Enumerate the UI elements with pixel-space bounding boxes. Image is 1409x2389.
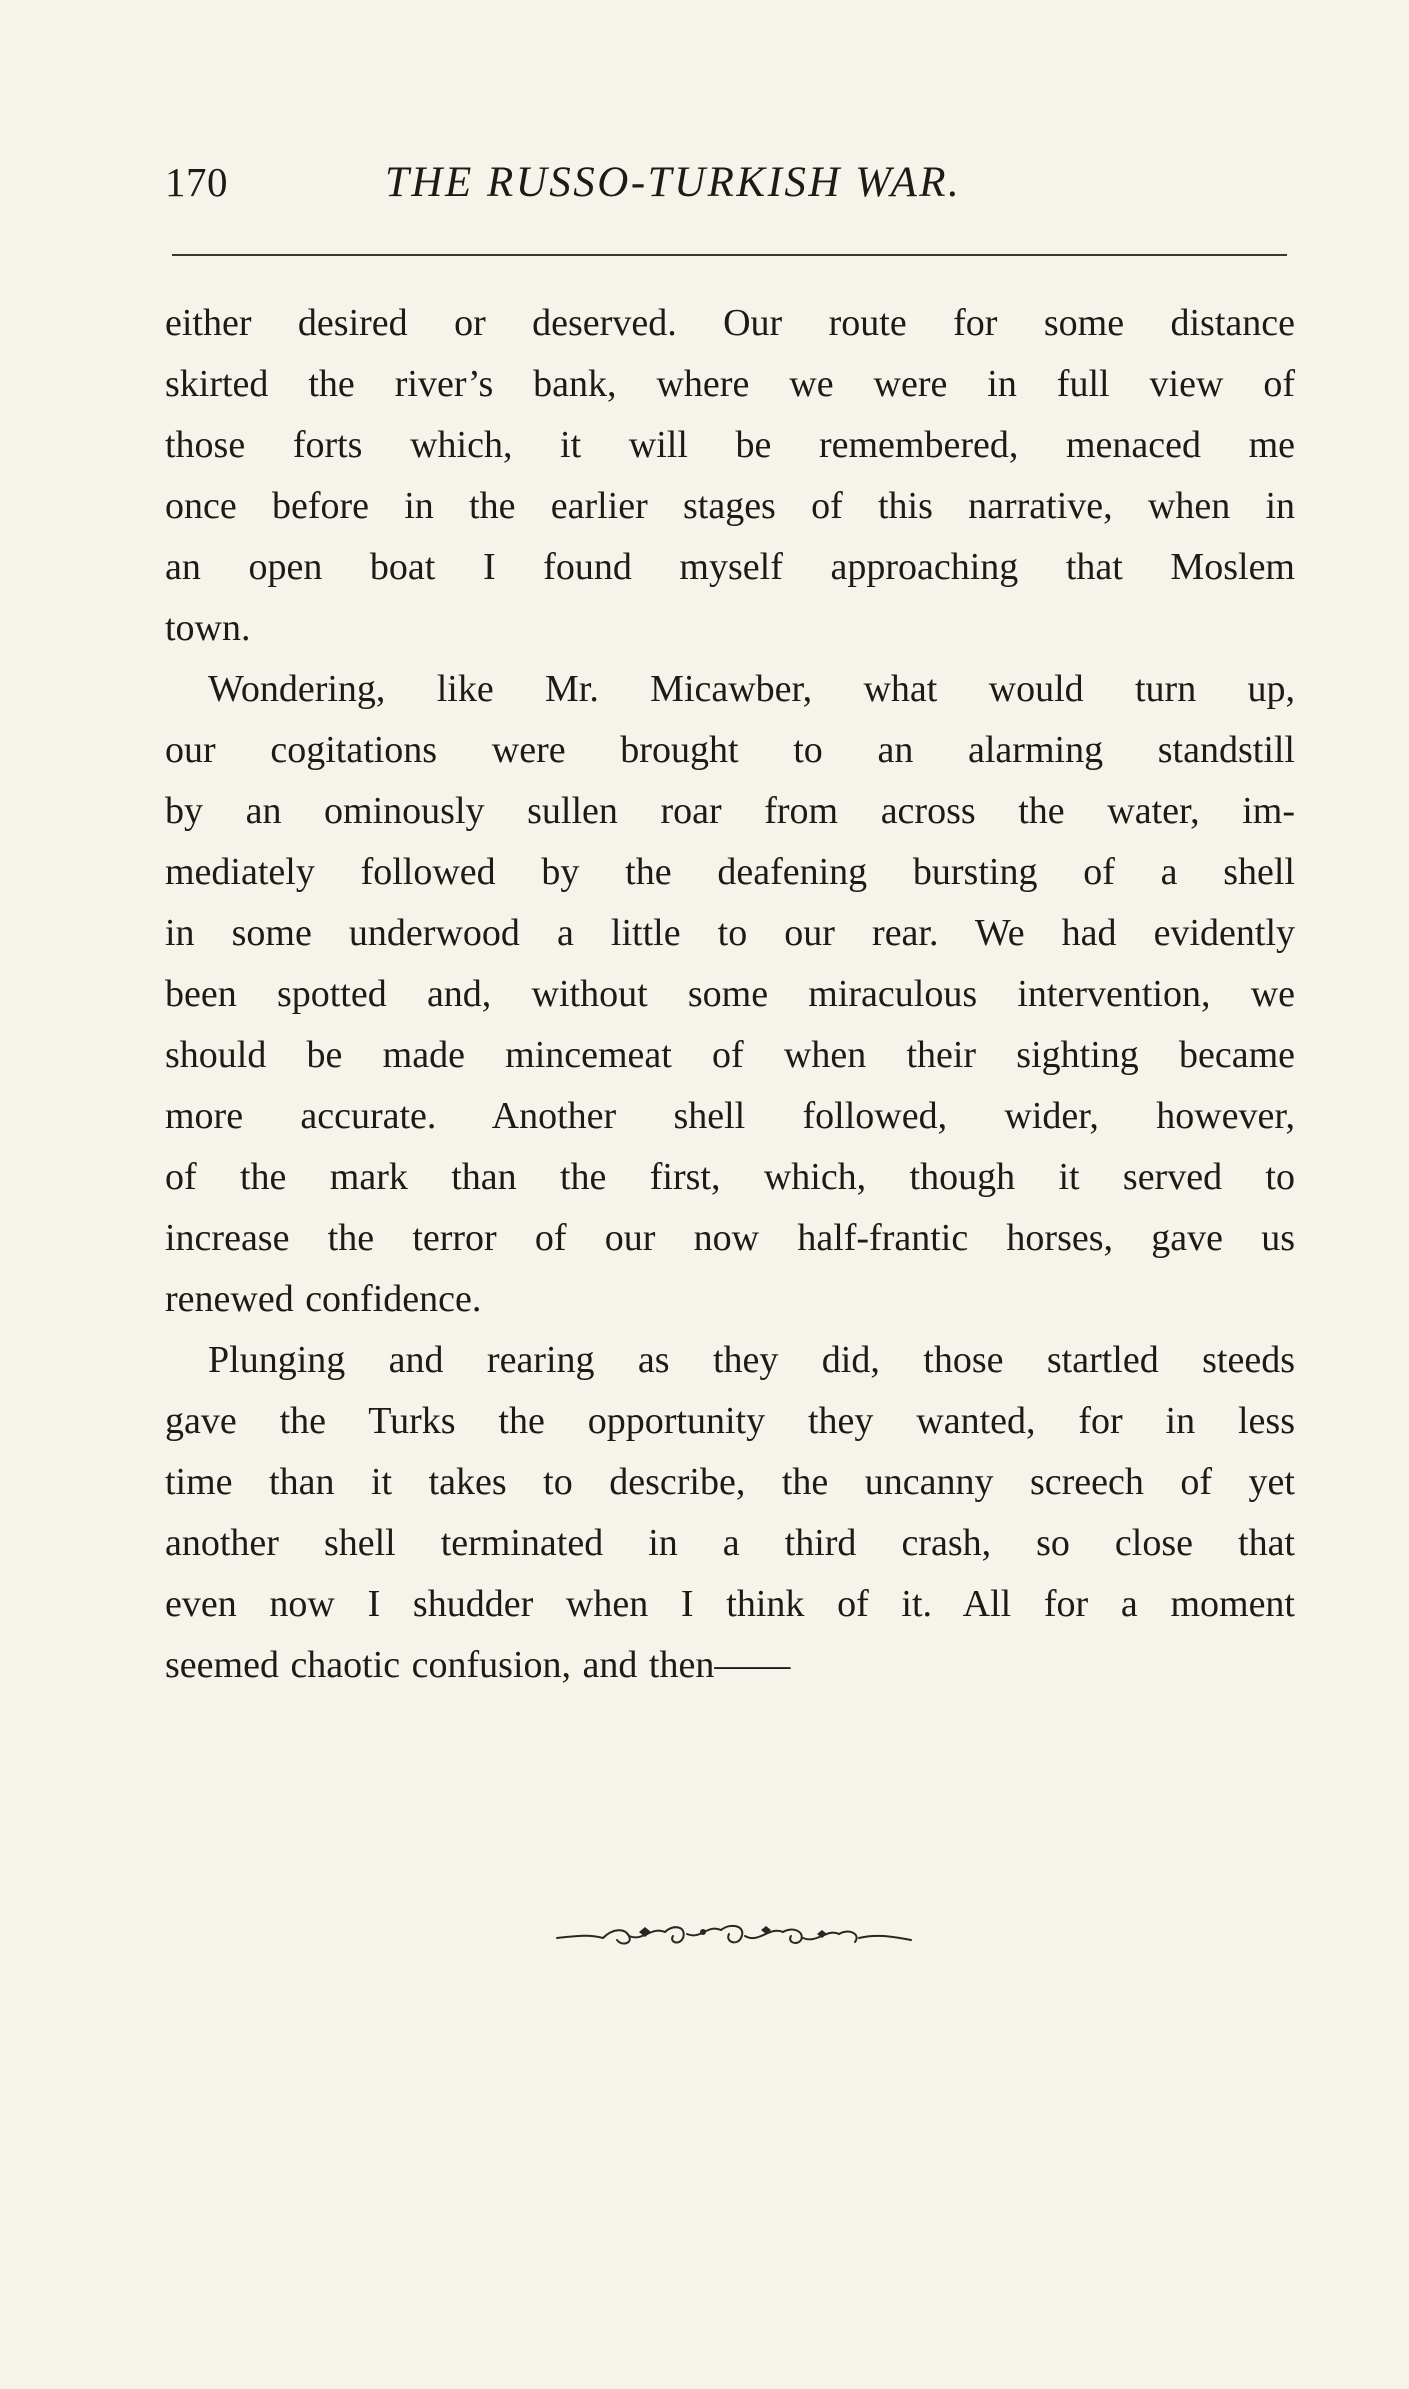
- text-line: in some underwood a little to our rear. We had evidently: [165, 912, 1295, 954]
- text-line: by an ominously sullen roar from across the water, im-: [165, 790, 1295, 832]
- text-line: been spotted and, without some miraculous intervention, we: [165, 973, 1295, 1015]
- text-line: should be made mincemeat of when their sighting became: [165, 1034, 1295, 1076]
- body-text: [165, 293, 1295, 1696]
- header-rule: [172, 254, 1287, 256]
- running-title: THE RUSSO-TURKISH WAR.: [385, 159, 962, 206]
- text-line: another shell terminated in a third crash, so close that: [165, 1522, 1295, 1564]
- ornamental-flourish-icon: [555, 1916, 915, 1956]
- text-line: mediately followed by the deafening bursting of a shell: [165, 851, 1295, 893]
- page-number: 170: [165, 159, 228, 205]
- text-line: skirted the river’s bank, where we were in full view of: [165, 363, 1295, 405]
- text-line: seemed chaotic confusion, and then——: [165, 1644, 791, 1686]
- text-line: increase the terror of our now half-frantic horses, gave us: [165, 1217, 1295, 1259]
- text-line: those forts which, it will be remembered, menaced me: [165, 424, 1295, 466]
- text-line: Wondering, like Mr. Micawber, what would turn up,: [208, 668, 1295, 710]
- text-line: even now I shudder when I think of it. All for a moment: [165, 1583, 1295, 1625]
- text-line: time than it takes to describe, the uncanny screech of yet: [165, 1461, 1295, 1503]
- text-line: either desired or deserved. Our route for some distance: [165, 302, 1295, 344]
- text-line: Plunging and rearing as they did, those startled steeds: [208, 1339, 1295, 1381]
- running-head: [165, 158, 1290, 218]
- text-line: of the mark than the first, which, though it served to: [165, 1156, 1295, 1198]
- text-line: an open boat I found myself approaching that Moslem: [165, 546, 1295, 588]
- text-line: renewed confidence.: [165, 1278, 482, 1320]
- text-line: town.: [165, 607, 251, 649]
- text-line: once before in the earlier stages of this narrative, when in: [165, 485, 1295, 527]
- text-line: our cogitations were brought to an alarming standstill: [165, 729, 1295, 771]
- text-line: gave the Turks the opportunity they wanted, for in less: [165, 1400, 1295, 1442]
- text-line: more accurate. Another shell followed, wider, however,: [165, 1095, 1295, 1137]
